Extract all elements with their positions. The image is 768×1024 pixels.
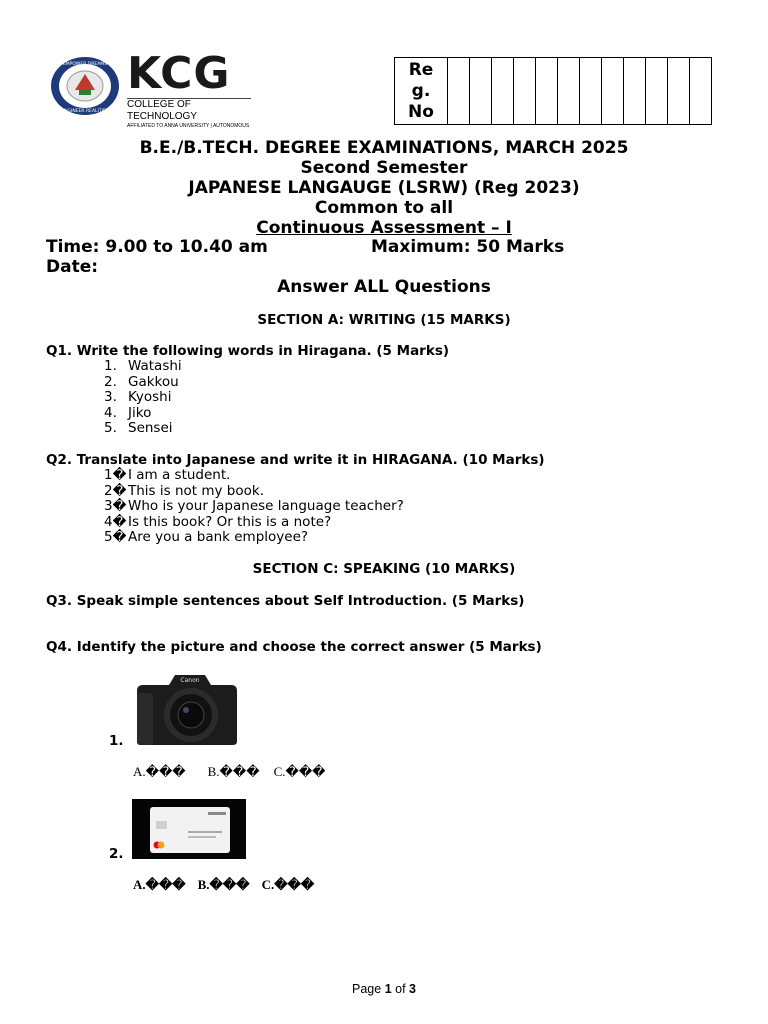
- question-2: Q2. Translate into Japanese and write it in HIRAGANA. (10 Marks): [46, 452, 545, 468]
- list-item: [104, 515, 404, 531]
- list-item: [104, 468, 404, 484]
- choice-b[interactable]: B.���: [207, 764, 260, 779]
- reg-label-line-2: g.: [411, 80, 431, 101]
- list-item: [104, 406, 182, 422]
- credit-card-photo: [132, 799, 246, 859]
- reg-digit-box[interactable]: [602, 58, 624, 125]
- choice-a[interactable]: A.���: [133, 877, 186, 892]
- list-item: [104, 484, 404, 500]
- choice-b[interactable]: B.���: [197, 877, 250, 892]
- item-text: I am a student.: [128, 467, 231, 483]
- reg-digit-box[interactable]: [514, 58, 536, 125]
- college-seal-logo: [50, 56, 120, 116]
- picture-1-choices: [133, 764, 325, 780]
- page-number: 1: [384, 982, 392, 996]
- item-number: 4.: [104, 404, 117, 421]
- kcg-logo: [127, 48, 251, 130]
- reg-digit-box[interactable]: [536, 58, 558, 125]
- item-number: 5.: [104, 420, 117, 436]
- picture-2-number: 2.: [109, 846, 124, 862]
- item-number: 1�: [104, 467, 127, 483]
- choice-a[interactable]: A.���: [133, 764, 186, 779]
- reg-digit-box[interactable]: [492, 58, 514, 125]
- assessment-title-text: Continuous Assessment – I: [256, 218, 512, 238]
- semester: Second Semester: [300, 158, 468, 178]
- exam-title: B.E./B.TECH. DEGREE EXAMINATIONS, MARCH 2025: [139, 138, 629, 158]
- reg-digit-box[interactable]: [690, 58, 712, 125]
- list-item: [104, 530, 404, 546]
- reg-digit-box[interactable]: [470, 58, 492, 125]
- item-number: 5�: [104, 529, 127, 545]
- question-3: Q3. Speak simple sentences about Self Introduction. (5 Marks): [46, 593, 525, 609]
- camera-photo: [133, 669, 239, 747]
- item-number: 3�: [104, 498, 127, 514]
- list-item: [104, 499, 404, 515]
- item-text: Are you a bank employee?: [128, 529, 309, 545]
- picture-2-choices: [133, 877, 314, 893]
- reg-digit-box[interactable]: [558, 58, 580, 125]
- picture-1-number: 1.: [109, 733, 124, 749]
- question-1: Q1. Write the following words in Hiragana. (5 Marks): [46, 343, 450, 359]
- choice-c[interactable]: C.���: [261, 877, 315, 892]
- item-number: 2�: [104, 482, 127, 499]
- instruction: Answer ALL Questions: [277, 277, 491, 297]
- course-name: JAPANESE LANGAUGE (LSRW) (Reg 2023): [188, 178, 580, 198]
- item-number: 2.: [104, 373, 117, 390]
- item-text: Jiko: [128, 404, 152, 421]
- list-item: [104, 421, 182, 437]
- item-number: 4�: [104, 513, 127, 530]
- kcg-logo-tagline: AFFILIATED TO ANNA UNIVERSITY | AUTONOMOUS: [127, 123, 250, 129]
- item-text: This is not my book.: [128, 482, 264, 499]
- page-total: 3: [409, 982, 416, 996]
- item-text: Sensei: [128, 420, 173, 436]
- reg-digit-box[interactable]: [448, 58, 470, 125]
- question-4: Q4. Identify the picture and choose the correct answer (5 Marks): [46, 639, 542, 655]
- of-word: of: [391, 982, 410, 996]
- item-text: Watashi: [128, 358, 182, 374]
- exam-date: Date:: [46, 257, 99, 277]
- section-c-title: SECTION C: SPEAKING (10 MARKS): [252, 561, 516, 577]
- item-text: Who is your Japanese language teacher?: [128, 498, 404, 514]
- page-word: Page: [352, 982, 385, 996]
- choice-c[interactable]: C.���: [273, 764, 326, 779]
- register-number-grid: [394, 57, 712, 125]
- exam-time: Time: 9.00 to 10.40 am: [46, 237, 268, 257]
- course-scope: Common to all: [314, 198, 454, 218]
- camera-brand-label: Canon: [180, 677, 200, 684]
- q1-word-list: [104, 359, 182, 437]
- reg-label-line-1: Re: [408, 59, 434, 80]
- item-text: Kyoshi: [128, 389, 172, 405]
- max-marks: Maximum: 50 Marks: [371, 237, 565, 257]
- reg-digit-box[interactable]: [668, 58, 690, 125]
- kcg-logo-subtitle: COLLEGE OF TECHNOLOGY: [127, 98, 251, 123]
- item-number: 1.: [104, 358, 117, 374]
- kcg-logo-text: KCG: [127, 48, 231, 99]
- section-a-title: SECTION A: WRITING (15 MARKS): [257, 312, 511, 328]
- item-text: Is this book? Or this is a note?: [128, 513, 332, 530]
- item-number: 3.: [104, 389, 117, 405]
- seal-text-bottom: ENGINEER REALITIES: [61, 109, 109, 114]
- reg-digit-box[interactable]: [580, 58, 602, 125]
- list-item: [104, 375, 182, 391]
- page-footer: [0, 982, 768, 996]
- list-item: [104, 390, 182, 406]
- reg-no-label: [395, 58, 448, 125]
- item-text: Gakkou: [128, 373, 179, 390]
- q2-sentence-list: [104, 468, 404, 546]
- seal-text-top: EMPOWER DREAMS: [62, 62, 108, 67]
- reg-label-line-3: No: [408, 101, 434, 122]
- reg-digit-box[interactable]: [624, 58, 646, 125]
- list-item: [104, 359, 182, 375]
- reg-digit-box[interactable]: [646, 58, 668, 125]
- assessment-title: [0, 218, 768, 238]
